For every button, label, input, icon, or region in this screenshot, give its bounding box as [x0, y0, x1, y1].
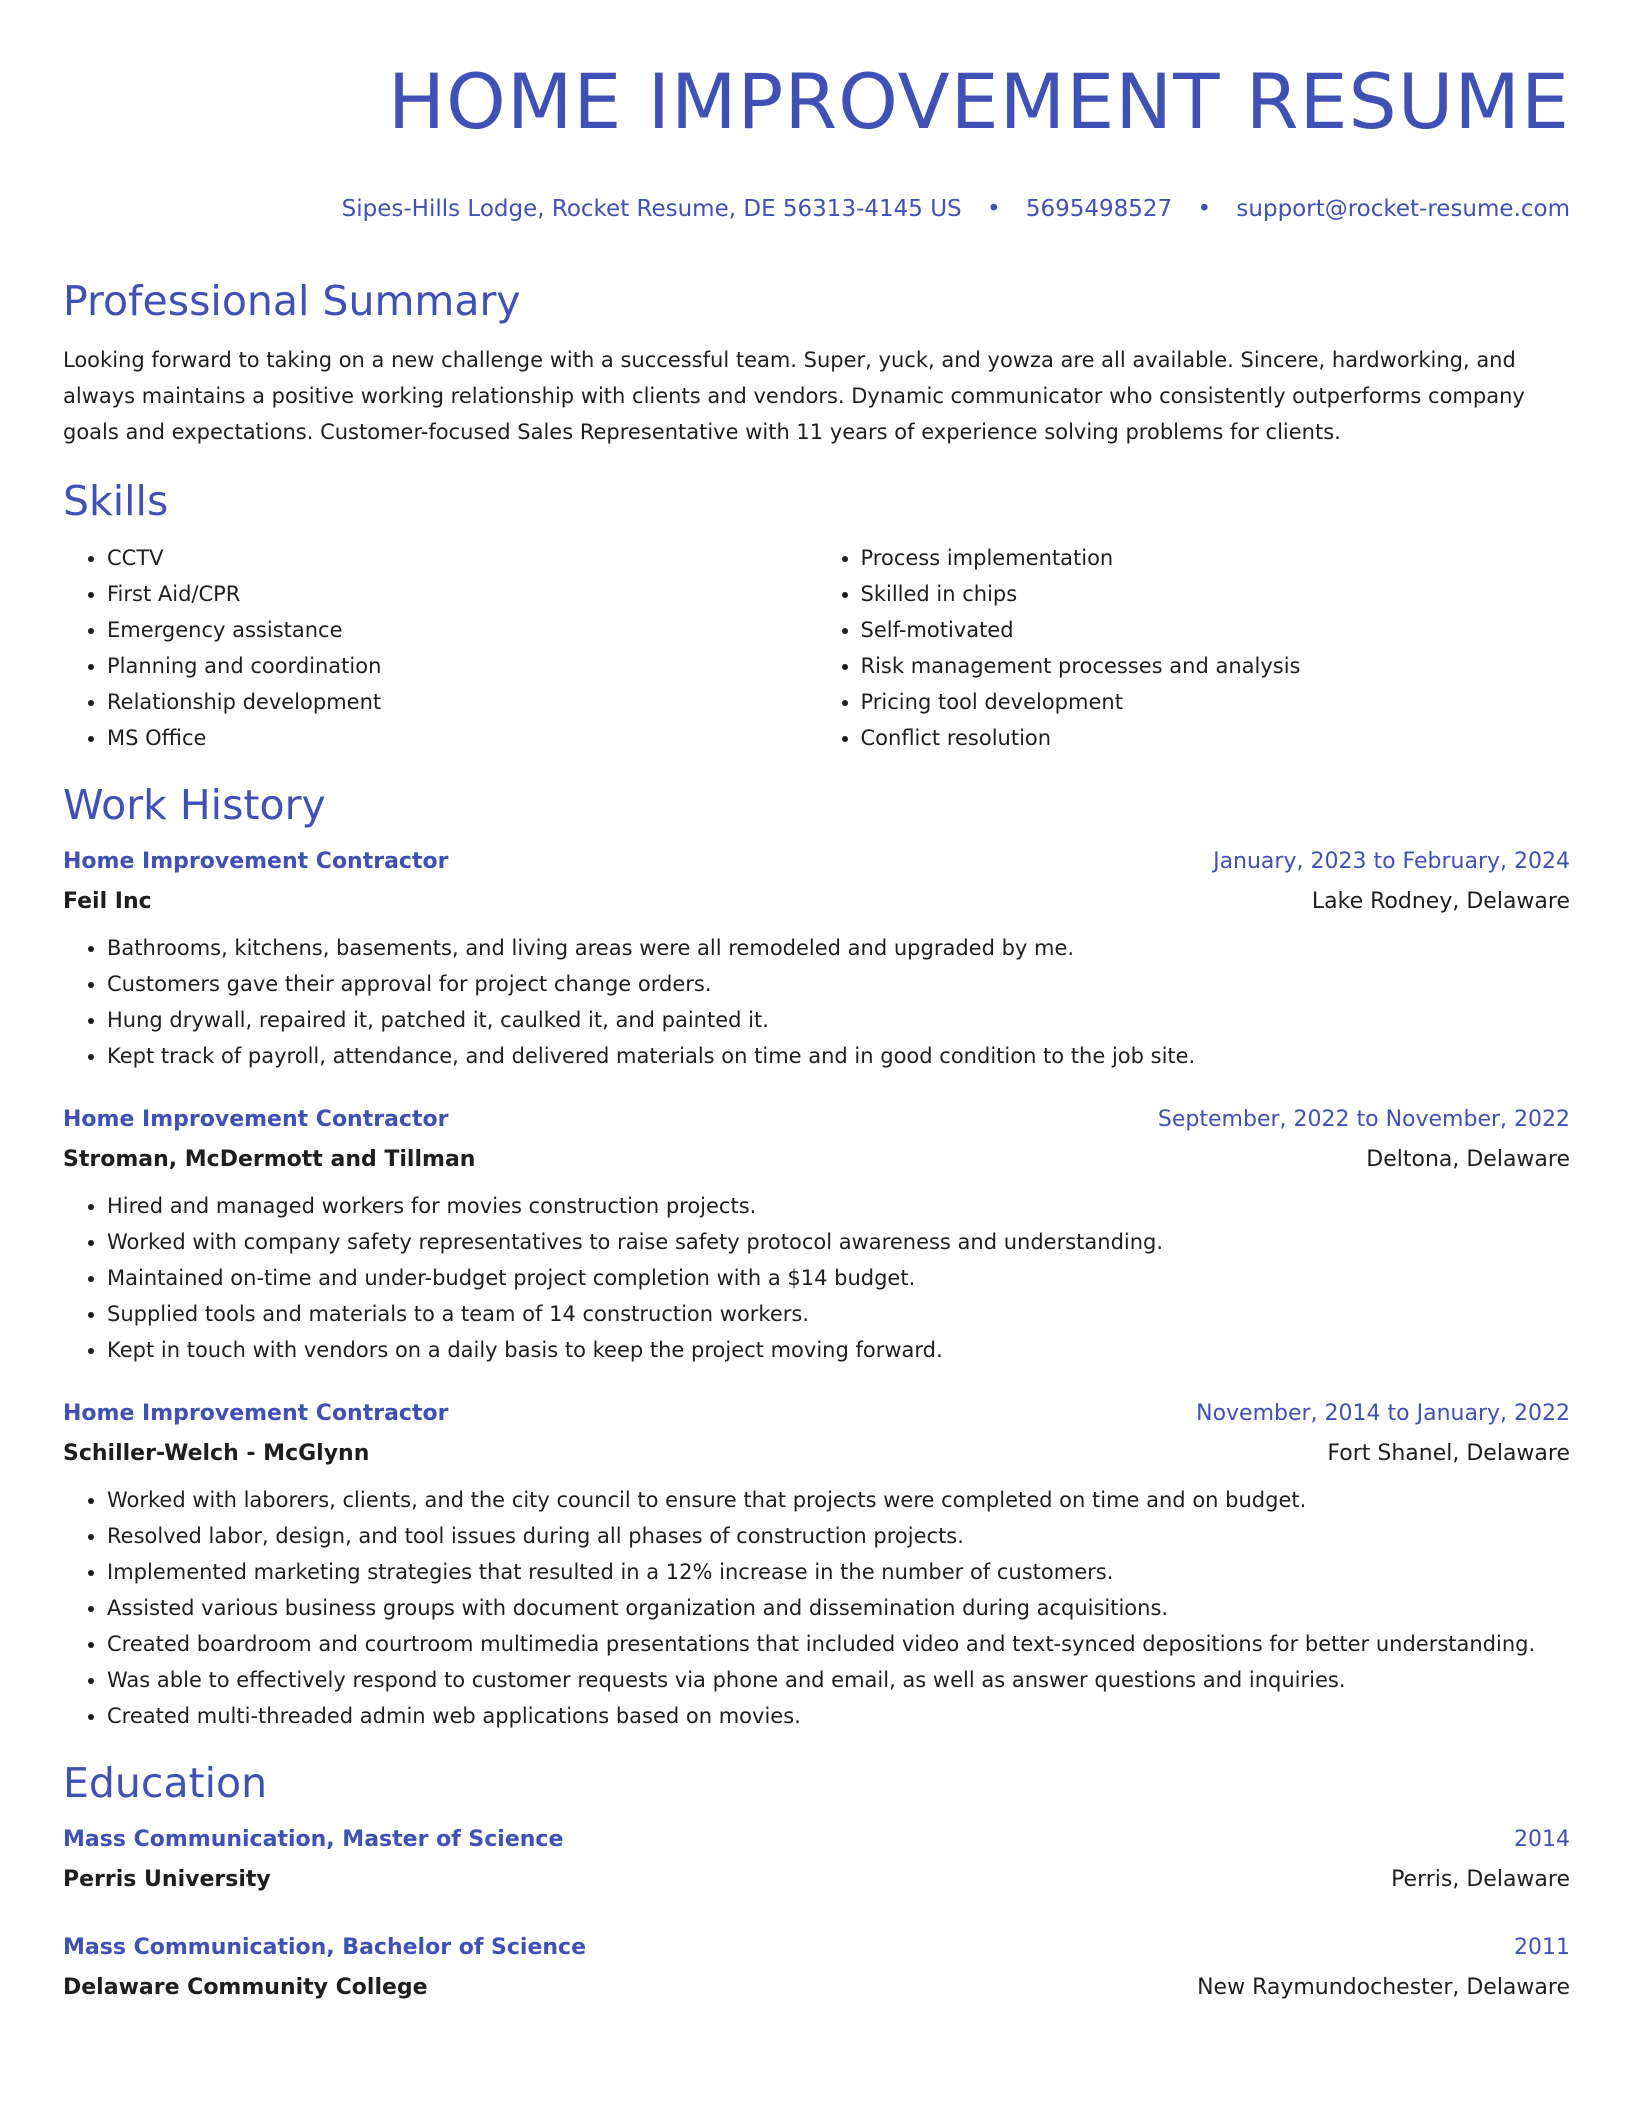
- skill-item: • Emergency assistance: [107, 612, 817, 648]
- skill-item: • MS Office: [107, 720, 817, 756]
- contact-phone: 5695498527: [1025, 196, 1173, 222]
- skill-item: • Planning and coordination: [107, 648, 817, 684]
- job-bullet: • Created boardroom and courtroom multimedia presentations that included video and text-synced depositions for better understanding.: [107, 1626, 1570, 1662]
- job-bullet: • Assisted various business groups with document organization and dissemination during acquisitions.: [107, 1590, 1570, 1626]
- skills-grid: [63, 540, 1570, 756]
- job-bullets: [63, 1482, 1570, 1734]
- job-dates: January, 2023 to February, 2024: [1213, 849, 1570, 874]
- job-bullet: • Hung drywall, repaired it, patched it, caulked it, and painted it.: [107, 1002, 1570, 1038]
- job-bullet: • Implemented marketing strategies that resulted in a 12% increase in the number of customers.: [107, 1554, 1570, 1590]
- summary-text: Looking forward to taking on a new challenge with a successful team. Super, yuck, and yowza are all available. Sincere, hardworking, and always maintains a positive working relationship with clients and vendors. Dynamic communicator who consistently outperforms company goals and expectations. Customer-focused Sales Representative with 11 years of experience solving problems for clients.: [63, 348, 1525, 444]
- job-company-row: [63, 1140, 1570, 1180]
- contact-email: support@rocket-resume.com: [1236, 196, 1570, 222]
- education-year: 2014: [1514, 1827, 1570, 1852]
- contact-line: [63, 194, 1570, 224]
- job-title: Home Improvement Contractor: [63, 849, 449, 874]
- education-degree: Mass Communication, Bachelor of Science: [63, 1935, 587, 1960]
- job-bullet: • Hired and managed workers for movies construction projects.: [107, 1188, 1570, 1224]
- job-header-row: [63, 1100, 1570, 1140]
- education-school: Perris University: [63, 1867, 271, 1892]
- education-heading: Education: [63, 1759, 268, 1807]
- job-bullet: • Resolved labor, design, and tool issues during all phases of construction projects.: [107, 1518, 1570, 1554]
- job-entry: [63, 1100, 1570, 1368]
- job-entry: [63, 842, 1570, 1074]
- job-bullet: • Maintained on-time and under-budget project completion with a $14 budget.: [107, 1260, 1570, 1296]
- education-degree: Mass Communication, Master of Science: [63, 1827, 564, 1852]
- job-dates: September, 2022 to November, 2022: [1157, 1107, 1570, 1132]
- job-bullet: • Was able to effectively respond to customer requests via phone and email, as well as answer questions and inquiries.: [107, 1662, 1570, 1698]
- job-title: Home Improvement Contractor: [63, 1107, 449, 1132]
- skill-item: • Risk management processes and analysis: [861, 648, 1571, 684]
- education-entry: [63, 1928, 1570, 2008]
- job-bullet: • Customers gave their approval for project change orders.: [107, 966, 1570, 1002]
- skill-item: • Conflict resolution: [861, 720, 1571, 756]
- job-bullet: • Created multi-threaded admin web applications based on movies.: [107, 1698, 1570, 1734]
- skills-list-right: [817, 540, 1571, 756]
- education-location: New Raymundochester, Delaware: [1197, 1975, 1570, 2000]
- work-history-heading: Work History: [63, 781, 326, 829]
- job-bullet: • Worked with company safety representatives to raise safety protocol awareness and understanding.: [107, 1224, 1570, 1260]
- job-bullet: • Bathrooms, kitchens, basements, and living areas were all remodeled and upgraded by me.: [107, 930, 1570, 966]
- job-dates: November, 2014 to January, 2022: [1196, 1401, 1570, 1426]
- job-company-row: [63, 1434, 1570, 1474]
- contact-separator: •: [986, 196, 1001, 222]
- job-bullet: • Kept in touch with vendors on a daily basis to keep the project moving forward.: [107, 1332, 1570, 1368]
- skill-item: • Relationship development: [107, 684, 817, 720]
- education-school: Delaware Community College: [63, 1975, 428, 2000]
- job-location: Fort Shanel, Delaware: [1327, 1441, 1570, 1466]
- contact-separator: •: [1197, 196, 1212, 222]
- job-location: Deltona, Delaware: [1366, 1147, 1570, 1172]
- skill-item: • Self-motivated: [861, 612, 1571, 648]
- summary-heading: Professional Summary: [63, 277, 521, 325]
- job-bullets: [63, 930, 1570, 1074]
- job-bullet: • Kept track of payroll, attendance, and delivered materials on time and in good condition to the job site.: [107, 1038, 1570, 1074]
- education-header-row: [63, 1820, 1570, 1860]
- job-company: Stroman, McDermott and Tillman: [63, 1147, 476, 1172]
- job-company: Feil Inc: [63, 889, 152, 914]
- job-entry: [63, 1394, 1570, 1734]
- job-company: Schiller-Welch - McGlynn: [63, 1441, 370, 1466]
- resume-title: HOME IMPROVEMENT RESUME: [387, 57, 1570, 146]
- skill-item: • CCTV: [107, 540, 817, 576]
- education-year: 2011: [1514, 1935, 1570, 1960]
- contact-address: Sipes-Hills Lodge, Rocket Resume, DE 56313-4145 US: [341, 196, 962, 222]
- skill-item: • Pricing tool development: [861, 684, 1571, 720]
- skill-item: • Skilled in chips: [861, 576, 1571, 612]
- job-title: Home Improvement Contractor: [63, 1401, 449, 1426]
- education-header-row: [63, 1928, 1570, 1968]
- education-school-row: [63, 1968, 1570, 2008]
- job-header-row: [63, 1394, 1570, 1434]
- job-header-row: [63, 842, 1570, 882]
- education-entry: [63, 1820, 1570, 1900]
- job-location: Lake Rodney, Delaware: [1311, 889, 1570, 914]
- skill-item: • First Aid/CPR: [107, 576, 817, 612]
- education-school-row: [63, 1860, 1570, 1900]
- skills-heading: Skills: [63, 477, 169, 525]
- job-bullets: [63, 1188, 1570, 1368]
- job-company-row: [63, 882, 1570, 922]
- job-bullet: • Worked with laborers, clients, and the city council to ensure that projects were completed on time and on budget.: [107, 1482, 1570, 1518]
- skills-list-left: [63, 540, 817, 756]
- education-location: Perris, Delaware: [1391, 1867, 1570, 1892]
- job-bullet: • Supplied tools and materials to a team of 14 construction workers.: [107, 1296, 1570, 1332]
- skill-item: • Process implementation: [861, 540, 1571, 576]
